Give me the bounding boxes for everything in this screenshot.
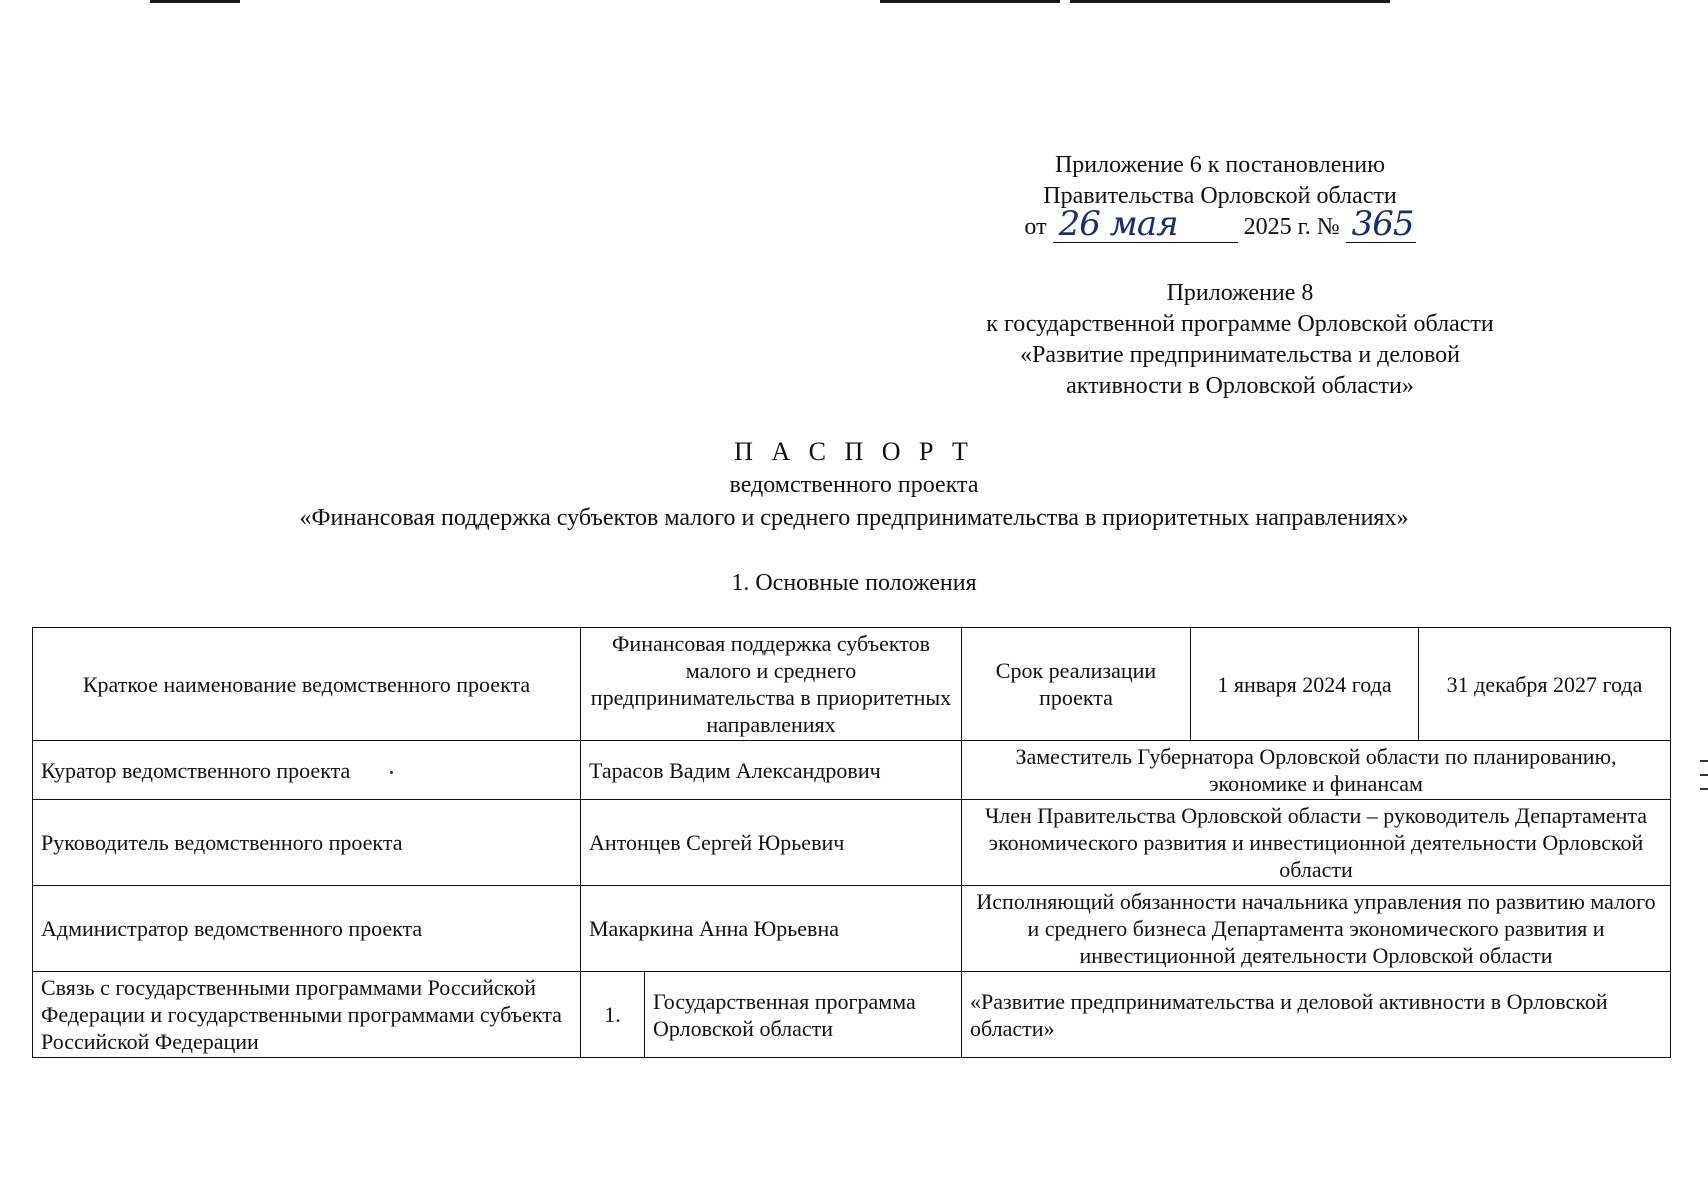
year-number-label: 2025 г. №: [1243, 214, 1340, 240]
appendix-program-block: [890, 278, 1590, 402]
program-link-label: Связь с государственными программами Российской Федерации и государственными программами субъекта Российской Федерации: [33, 972, 581, 1058]
appendix-program-line3: «Развитие предпринимательства и деловой: [1019, 342, 1461, 368]
curator-position: Заместитель Губернатора Орловской области по планированию, экономике и финансам: [962, 741, 1671, 800]
term-start: 1 января 2024 года: [1191, 628, 1419, 741]
scan-mark: [1700, 774, 1708, 776]
scan-mark: [1700, 760, 1708, 762]
term-label: Срок реализации проекта: [962, 628, 1191, 741]
table-row: [33, 886, 1671, 972]
curator-name: Тарасов Вадим Александрович: [581, 741, 962, 800]
program-link-name: «Развитие предпринимательства и деловой активности в Орловской области»: [962, 972, 1671, 1058]
appendix-order-date-row: [980, 204, 1460, 244]
short-name-label: Краткое наименование ведомственного проекта: [33, 628, 581, 741]
passport-project-name: «Финансовая поддержка субъектов малого и среднего предпринимательства в приоритетных направлениях»: [299, 505, 1409, 531]
scan-mark: [1070, 0, 1390, 3]
passport-subtitle: ведомственного проекта: [729, 472, 979, 498]
head-position: Член Правительства Орловской области – руководитель Департамента экономического развития и инвестиционной деятельности Орловской области: [962, 800, 1671, 886]
scan-mark: [1700, 788, 1708, 790]
appendix-order-line2: Правительства Орловской области: [1043, 183, 1397, 209]
scan-mark: [150, 0, 240, 3]
appendix-program-line4: активности в Орловской области»: [1066, 373, 1414, 399]
appendix-program-line1: Приложение 8: [1166, 280, 1314, 306]
table-row: [33, 972, 1671, 1058]
number-field: [1346, 204, 1416, 244]
administrator-name: Макаркина Анна Юрьевна: [581, 886, 962, 972]
scan-edge-marks: [1700, 760, 1708, 802]
handwritten-date: 26 мая: [1058, 204, 1178, 244]
scan-mark: [880, 0, 1060, 3]
administrator-label: Администратор ведомственного проекта: [33, 886, 581, 972]
appendix-order-block: [980, 150, 1460, 243]
handwritten-number: 365: [1351, 204, 1414, 244]
main-provisions-table: [32, 627, 1671, 1058]
program-link-type: Государственная программа Орловской области: [645, 972, 962, 1058]
curator-label-text: Куратор ведомственного проекта: [41, 757, 351, 783]
passport-title: П А С П О Р Т: [734, 437, 974, 466]
term-end: 31 декабря 2027 года: [1419, 628, 1671, 741]
table-row: [33, 628, 1671, 741]
curator-label: [33, 741, 581, 800]
head-name: Антонцев Сергей Юрьевич: [581, 800, 962, 886]
date-field: [1053, 204, 1238, 244]
table-row: [33, 741, 1671, 800]
section-title: 1. Основные положения: [731, 570, 977, 596]
scan-dot: [390, 771, 393, 774]
appendix-program-line2: к государственной программе Орловской области: [986, 311, 1494, 337]
program-link-number: 1.: [581, 972, 645, 1058]
short-name-value: Финансовая поддержка субъектов малого и среднего предпринимательства в приоритетных направлениях: [581, 628, 962, 741]
table-row: [33, 800, 1671, 886]
appendix-order-line1: Приложение 6 к постановлению: [1054, 152, 1386, 178]
administrator-position: Исполняющий обязанности начальника управления по развитию малого и среднего бизнеса Департамента экономического развития и инвестиционной деятельности Орловской области: [962, 886, 1671, 972]
head-label: Руководитель ведомственного проекта: [33, 800, 581, 886]
from-label: от: [1024, 214, 1047, 240]
